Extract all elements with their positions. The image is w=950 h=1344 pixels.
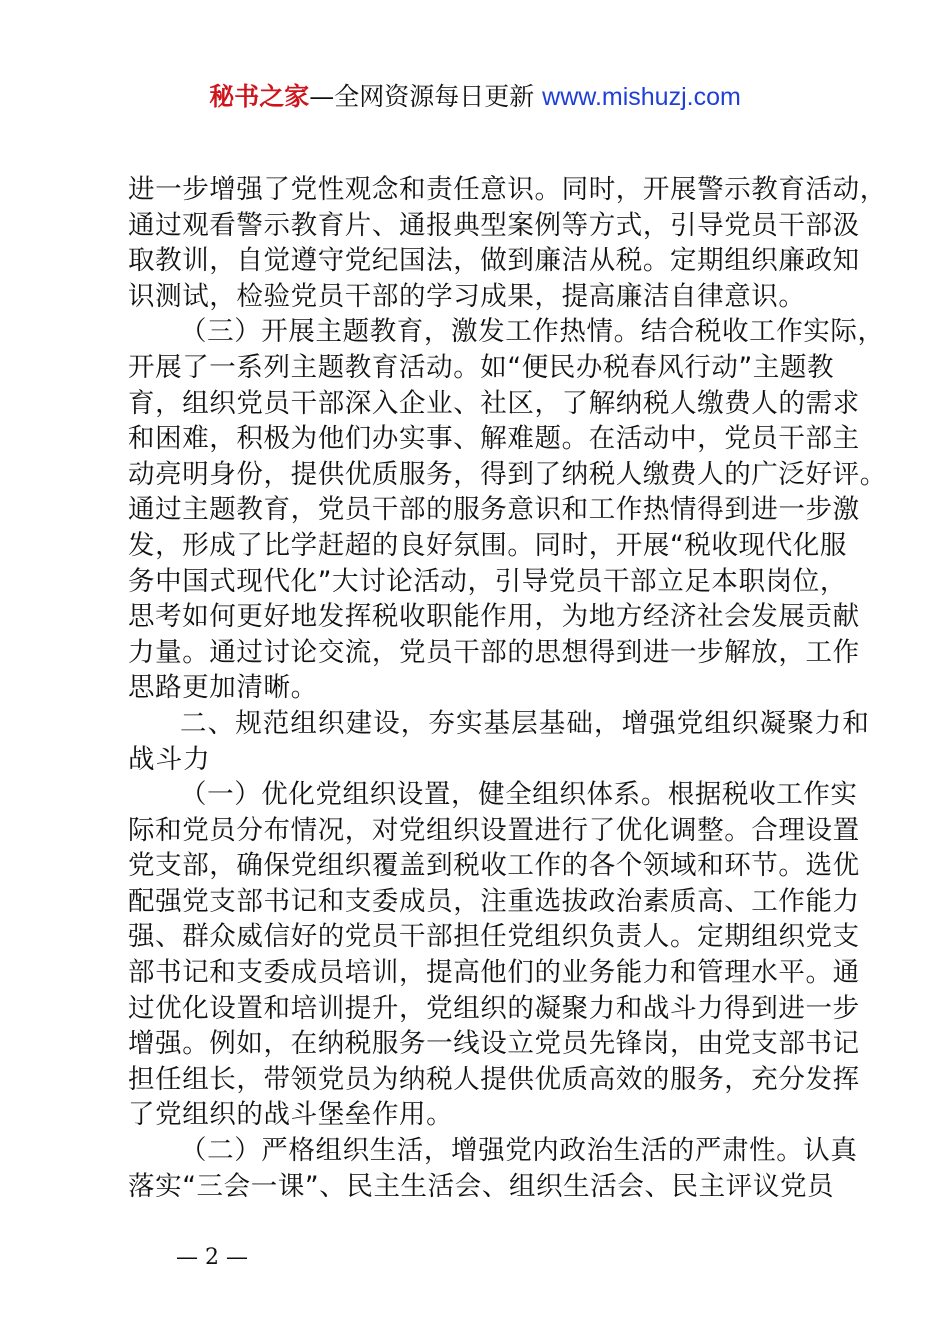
site-url[interactable]: www.mishuzj.com <box>542 83 741 111</box>
page-number: — 2 — <box>176 1245 248 1270</box>
text-line: （三）开展主题教育，激发工作热情。结合税收工作实际， <box>180 316 885 348</box>
text-line: 强、群众威信好的党员干部担任党组织负责人。定期组织党支 <box>128 921 860 953</box>
text-line: 识测试，检验党员干部的学习成果，提高廉洁自律意识。 <box>128 280 806 312</box>
text-line: （二）严格组织生活，增强党内政治生活的严肃性。认真 <box>180 1135 858 1167</box>
site-header <box>0 80 950 114</box>
text-line: 发，形成了比学赶超的良好氛围。同时，开展“税收现代化服 <box>128 529 847 561</box>
text-line: 通过观看警示教育片、通报典型案例等方式，引导党员干部汲 <box>128 209 860 241</box>
text-line: 通过主题教育，党员干部的服务意识和工作热情得到进一步激 <box>128 494 860 526</box>
text-line: 配强党支部书记和支委成员，注重选拔政治素质高、工作能力 <box>128 885 860 917</box>
text-line: 过优化设置和培训提升，党组织的凝聚力和战斗力得到进一步 <box>128 992 860 1024</box>
text-line: 担任组长，带领党员为纳税人提供优质高效的服务，充分发挥 <box>128 1063 860 1095</box>
text-line: 部书记和支委成员培训，提高他们的业务能力和管理水平。通 <box>128 957 860 989</box>
text-line: 育，组织党员干部深入企业、社区，了解纳税人缴费人的需求 <box>128 387 860 419</box>
text-line: （一）优化党组织设置，健全组织体系。根据税收工作实 <box>180 779 858 811</box>
text-line: 取教训，自觉遵守党纪国法，做到廉洁从税。定期组织廉政知 <box>128 245 860 277</box>
text-line: 务中国式现代化”大讨论活动，引导党员干部立足本职岗位， <box>128 565 847 597</box>
text-line: 落实“三会一课”、民主生活会、组织生活会、民主评议党员 <box>128 1170 835 1202</box>
text-line: 动亮明身份，提供优质服务，得到了纳税人缴费人的广泛好评。 <box>128 458 887 490</box>
text-line: 思考如何更好地发挥税收职能作用，为地方经济社会发展贡献 <box>128 601 860 633</box>
text-line: 党支部，确保党组织覆盖到税收工作的各个领域和环节。选优 <box>128 850 860 882</box>
text-line: 际和党员分布情况，对党组织设置进行了优化调整。合理设置 <box>128 814 860 846</box>
site-brand: 秘书之家 <box>209 82 310 111</box>
text-line: 和困难，积极为他们办实事、解难题。在活动中，党员干部主 <box>128 423 860 455</box>
text-line: 力量。通过讨论交流，党员干部的思想得到进一步解放，工作 <box>128 636 860 668</box>
text-line: 开展了一系列主题教育活动。如“便民办税春风行动”主题教 <box>128 351 835 383</box>
text-line: 了党组织的战斗堡垒作用。 <box>128 1099 454 1131</box>
document-body <box>128 172 887 1204</box>
text-line: 思路更加清晰。 <box>128 672 318 704</box>
text-line: 进一步增强了党性观念和责任意识。同时，开展警示教育活动， <box>128 174 887 205</box>
section-heading: 战斗力 <box>128 743 211 775</box>
text-line: 增强。例如，在纳税服务一线设立党员先锋岗，由党支部书记 <box>128 1028 860 1060</box>
section-heading: 二、规范组织建设，夯实基层基础，增强党组织凝聚力和 <box>180 707 870 739</box>
site-tagline: —全网资源每日更新 <box>309 82 543 111</box>
